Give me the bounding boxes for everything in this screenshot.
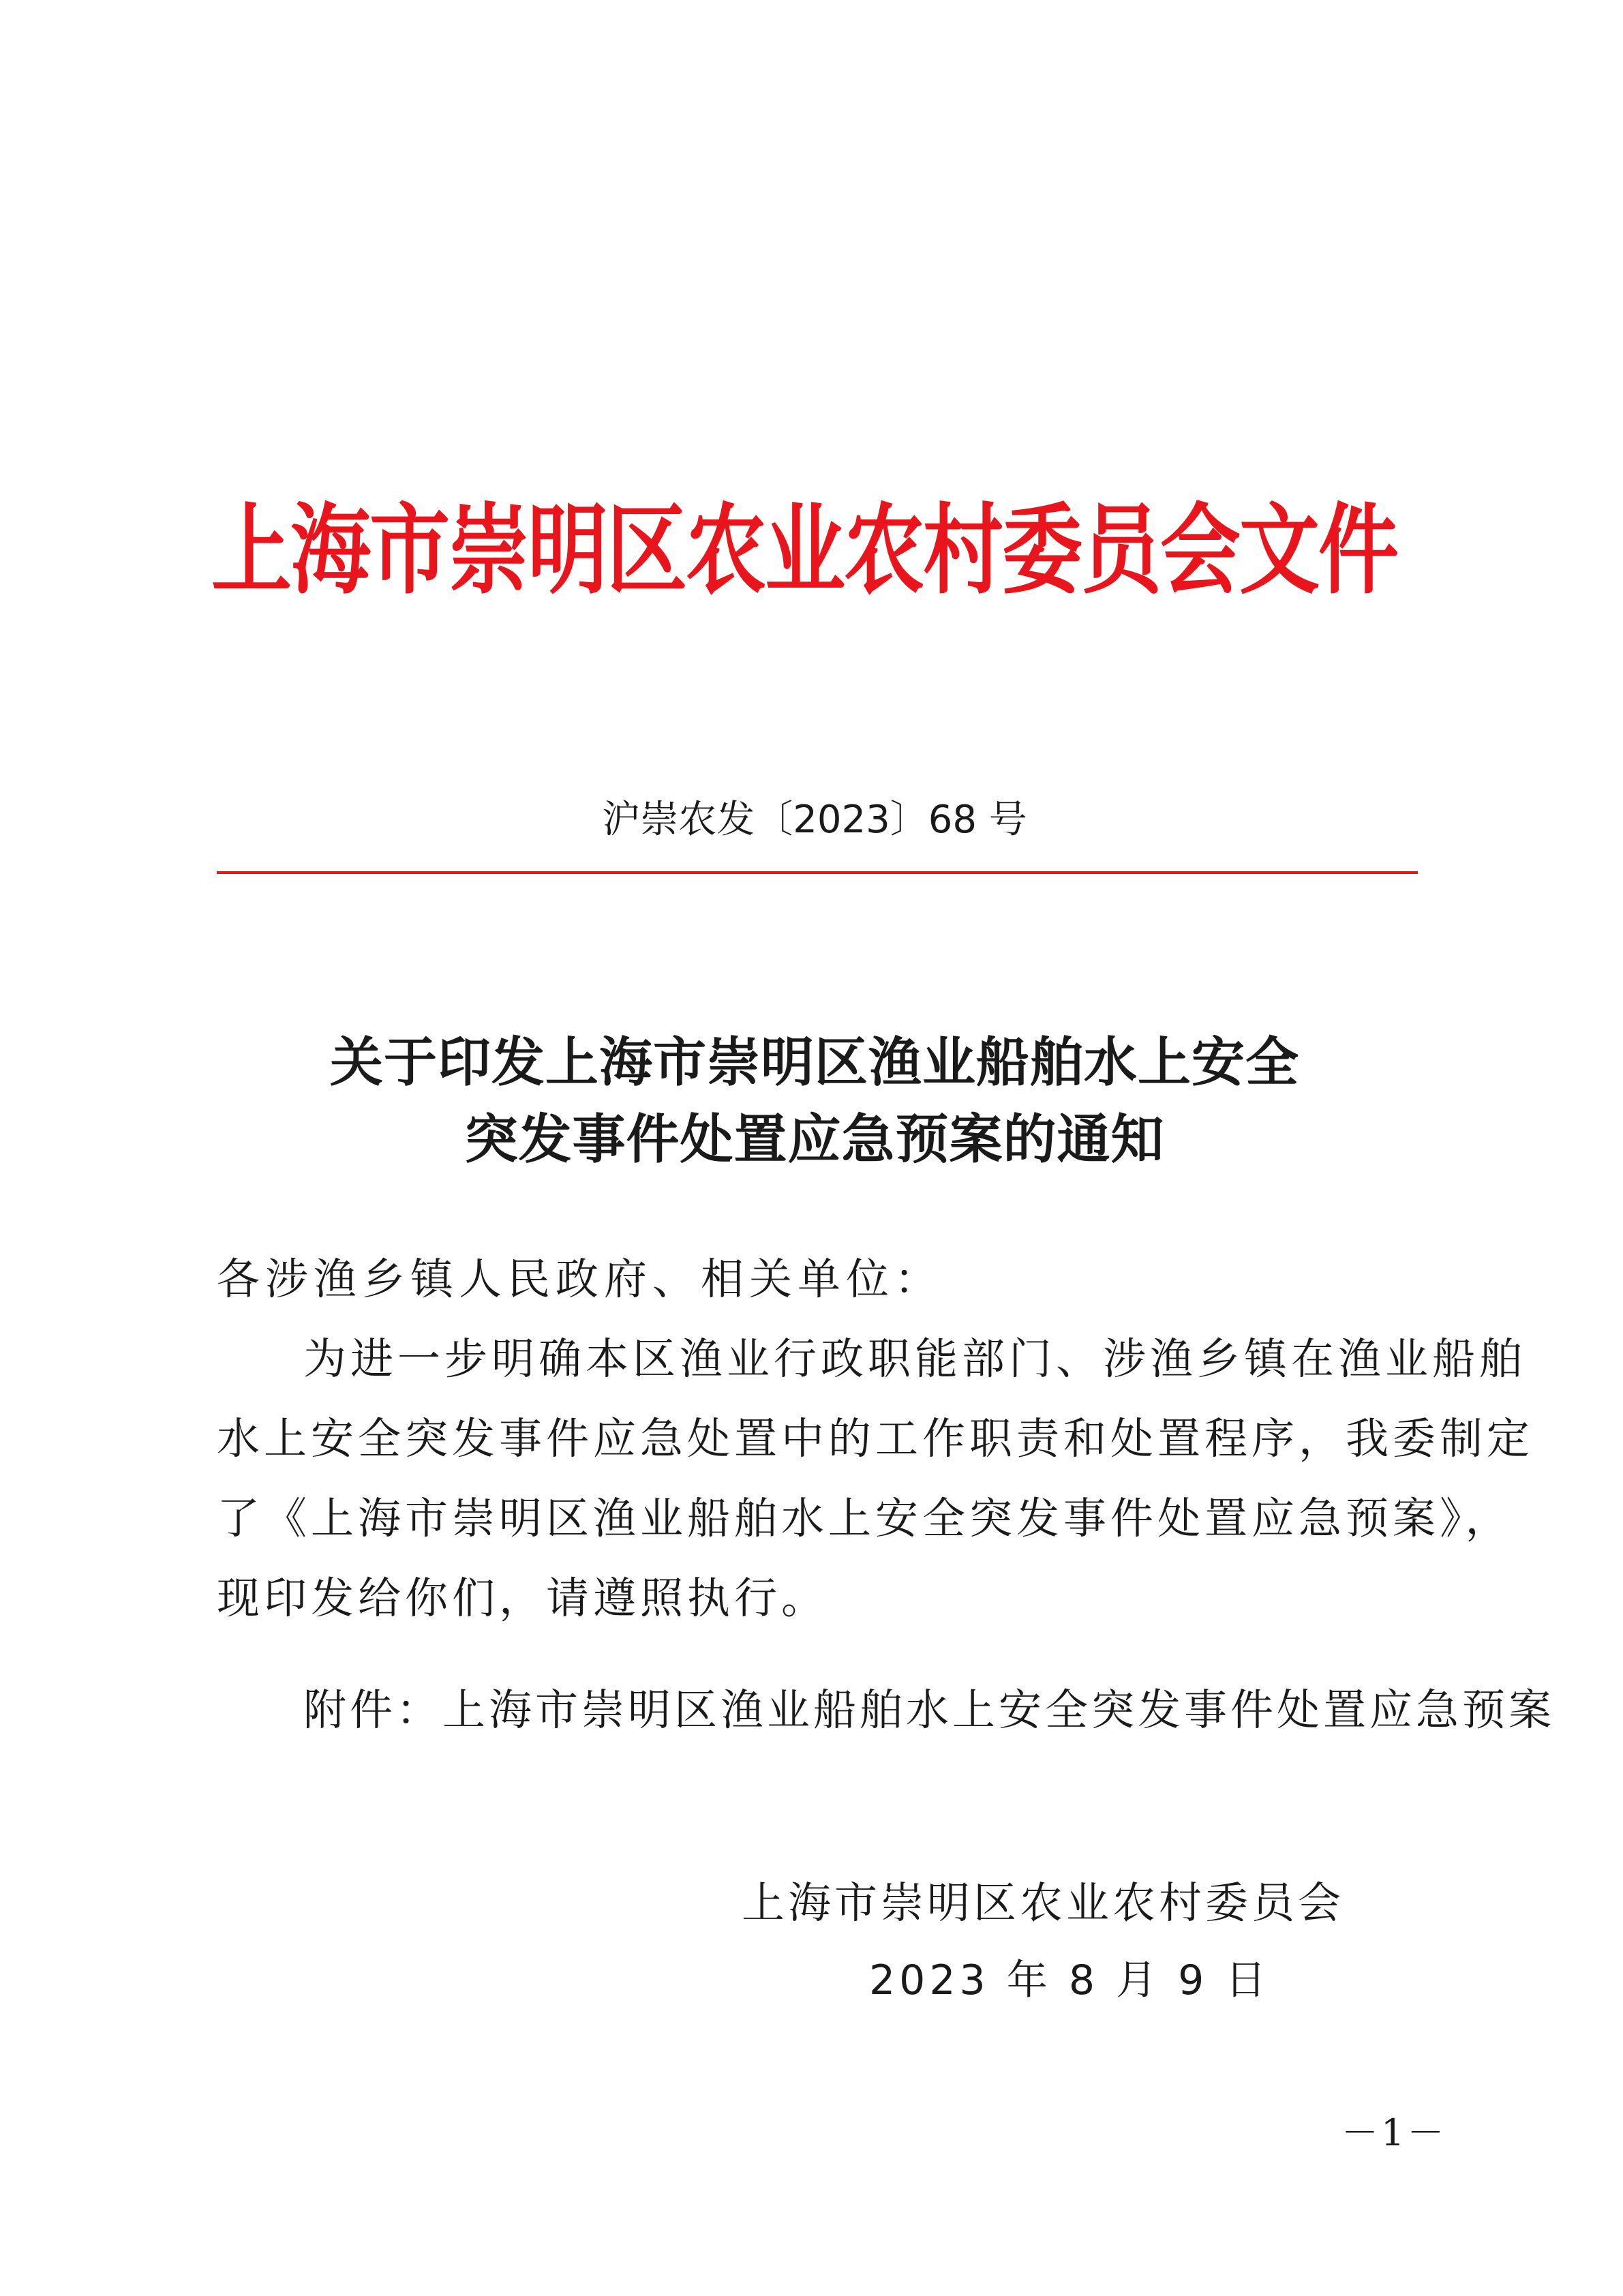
addressee: 各涉渔乡镇人民政府、相关单位：: [217, 1254, 943, 1304]
attachment-note: 附件：上海市崇明区渔业船舶水上安全突发事件处置应急预案: [303, 1685, 1555, 1735]
body-paragraph-line-2: 水上安全突发事件应急处置中的工作职责和处置程序，我委制定: [217, 1414, 1534, 1464]
document-header-title: 上海市崇明区农业农村委员会文件: [211, 492, 1398, 608]
body-paragraph-line-1: 为进一步明确本区渔业行政职能部门、涉渔乡镇在渔业船舶: [303, 1334, 1526, 1384]
signature-organization: 上海市崇明区农业农村委员会: [742, 1878, 1344, 1928]
header-red-rule: [217, 871, 1418, 874]
document-number: 沪崇农发〔2023〕68 号: [602, 798, 1027, 842]
notice-title-line-1: 关于印发上海市崇明区渔业船舶水上安全: [329, 1031, 1299, 1093]
page-number: －1－: [1341, 2111, 1447, 2154]
signature-date: 2023 年 8 月 9 日: [869, 1957, 1271, 2004]
body-paragraph-line-4: 现印发给你们，请遵照执行。: [217, 1573, 828, 1623]
body-paragraph-line-3: 了《上海市崇明区渔业船舶水上安全突发事件处置应急预案》，: [217, 1494, 1513, 1543]
notice-title-line-2: 突发事件处置应急预案的通知: [464, 1108, 1165, 1170]
